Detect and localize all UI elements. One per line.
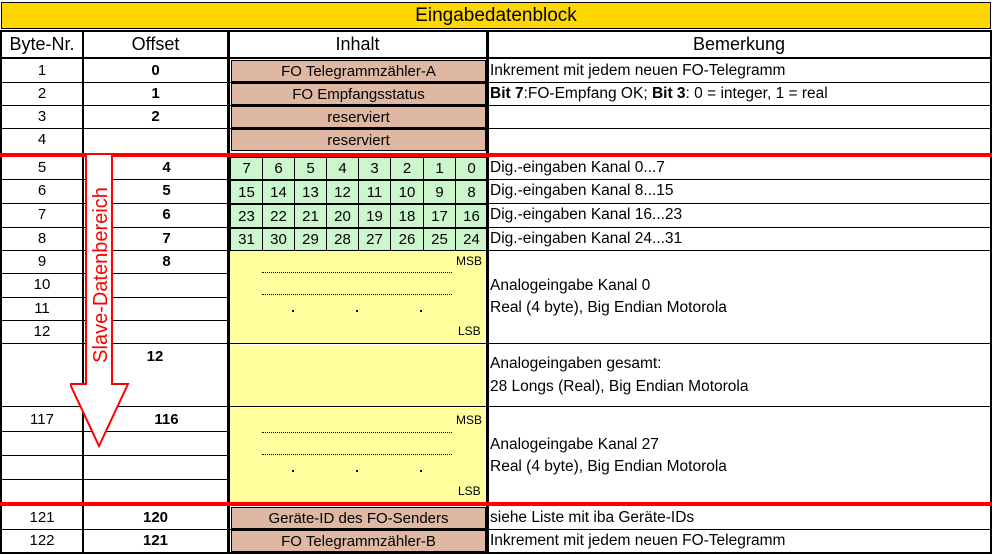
remark-line: Analogeingaben gesamt: — [490, 355, 662, 372]
byte-nr-cell: 5 — [37, 159, 47, 176]
offset-cell: 1 — [151, 85, 160, 102]
bit-cell: 31 — [230, 228, 263, 251]
grid-line — [0, 82, 992, 83]
offset-cell: 4 — [162, 159, 171, 176]
bit-cell: 21 — [294, 204, 327, 228]
bit-cell: 2 — [390, 157, 424, 180]
bit-cell: 10 — [390, 180, 424, 204]
bit-cell: 24 — [455, 228, 488, 251]
dotted-separator — [262, 308, 452, 320]
remark-cell: Dig.-eingaben Kanal 8...15 — [490, 182, 674, 199]
dotted-separator — [262, 272, 452, 273]
bit-cell: 18 — [390, 204, 424, 228]
bit-cell: 4 — [326, 157, 359, 180]
arrow-label: Slave-Datenbereich — [90, 187, 112, 363]
grid-line — [0, 455, 228, 456]
offset-cell: 120 — [142, 509, 169, 526]
grid-line — [0, 105, 992, 106]
bit-cell: 16 — [455, 204, 488, 228]
red-separator-line — [0, 153, 992, 157]
msb-label: MSB — [456, 413, 483, 427]
bit-cell: 23 — [230, 204, 263, 228]
header-bemerkung: Bemerkung — [692, 34, 786, 54]
analog-ch27-area — [230, 408, 486, 502]
digital-bit-grid — [230, 157, 487, 250]
inhalt-device-id: Geräte-ID des FO-Senders — [231, 507, 486, 529]
bit-cell: 20 — [326, 204, 359, 228]
bit-cell: 14 — [262, 180, 295, 204]
bit-cell: 12 — [326, 180, 359, 204]
bit-cell: 1 — [423, 157, 456, 180]
byte-nr-cell: 12 — [33, 323, 51, 340]
byte-nr-cell: 3 — [37, 108, 47, 125]
red-separator-line — [0, 502, 992, 506]
grid-line — [0, 57, 992, 59]
lsb-label: LSB — [458, 324, 481, 338]
bit-cell: 8 — [455, 180, 488, 204]
dotted-separator — [262, 432, 452, 433]
remark-line: Analogeingabe Kanal 0 — [490, 277, 651, 294]
byte-nr-cell: 8 — [37, 230, 47, 247]
offset-cell: 12 — [146, 348, 164, 365]
remark-cell: Dig.-eingaben Kanal 24...31 — [490, 230, 683, 247]
remark-cell: siehe Liste mit iba Geräte-IDs — [490, 509, 695, 526]
bit-cell: 15 — [230, 180, 263, 204]
offset-cell — [83, 129, 228, 151]
grid-line — [0, 529, 992, 530]
remark-cell: Dig.-eingaben Kanal 16...23 — [490, 206, 683, 223]
remark-text: : 0 = integer, 1 = real — [685, 85, 828, 102]
byte-nr-cell: 121 — [29, 509, 55, 526]
grid-line — [487, 203, 992, 204]
bit-cell: 6 — [262, 157, 295, 180]
grid-line — [0, 406, 992, 407]
byte-nr-cell: 7 — [37, 206, 47, 223]
bit-cell: 22 — [262, 204, 295, 228]
remark-line: Analogeingabe Kanal 27 — [490, 436, 659, 453]
byte-nr-cell: 4 — [37, 131, 47, 148]
byte-nr-cell: 122 — [29, 532, 55, 549]
grid-line — [0, 30, 2, 554]
bit-cell: 3 — [358, 157, 391, 180]
bit-cell: 17 — [423, 204, 456, 228]
remark-cell: Inkrement mit jedem neuen FO-Telegramm — [490, 532, 786, 549]
byte-nr-cell: 6 — [37, 182, 47, 199]
byte-nr-cell: 117 — [30, 411, 54, 428]
bit-cell: 11 — [358, 180, 391, 204]
bit7-label: Bit 7 — [490, 85, 524, 102]
grid-line — [0, 128, 992, 129]
inhalt-reserved: reserviert — [231, 106, 486, 128]
table-title: Eingabedatenblock — [1, 2, 991, 29]
bit-cell: 28 — [326, 228, 359, 251]
msb-label: MSB — [456, 254, 483, 268]
bit-cell: 27 — [358, 228, 391, 251]
dotted-separator — [262, 294, 452, 295]
byte-nr-cell: 11 — [34, 300, 50, 317]
byte-nr-cell: 1 — [37, 62, 47, 79]
byte-nr-cell: 2 — [37, 85, 47, 102]
remark-cell: Inkrement mit jedem neuen FO-Telegramm — [490, 62, 786, 79]
grid-line — [227, 30, 230, 554]
offset-cell: 6 — [162, 206, 171, 223]
bit-cell: 7 — [230, 157, 263, 180]
lsb-label: LSB — [458, 484, 481, 498]
dotted-separator — [262, 468, 452, 474]
remark-cell — [490, 83, 990, 105]
offset-cell: 7 — [162, 230, 171, 247]
inhalt-receive-status: FO Empfangsstatus — [231, 83, 486, 105]
bit-cell: 9 — [423, 180, 456, 204]
dotted-separator — [262, 454, 452, 455]
remark-line: 28 Longs (Real), Big Endian Motorola — [490, 378, 749, 395]
bit-cell: 26 — [390, 228, 424, 251]
offset-cell: 116 — [154, 411, 179, 428]
grid-line — [487, 227, 992, 228]
header-offset: Offset — [131, 34, 180, 54]
remark-cell: Dig.-eingaben Kanal 0...7 — [490, 159, 665, 176]
inhalt-telegram-counter-a: FO Telegrammzähler-A — [231, 60, 486, 82]
bit-cell: 5 — [294, 157, 327, 180]
grid-line — [487, 179, 992, 180]
offset-cell: 2 — [151, 108, 160, 125]
bit-cell: 0 — [455, 157, 488, 180]
bit-cell: 13 — [294, 180, 327, 204]
offset-cell: 8 — [162, 253, 171, 270]
grid-line — [0, 343, 992, 344]
grid-line — [0, 30, 992, 32]
slave-data-area-arrow — [70, 150, 130, 450]
analog-ch0-area — [230, 251, 486, 344]
grid-line — [0, 250, 992, 251]
grid-line — [0, 479, 228, 480]
grid-line — [486, 30, 489, 554]
bit3-label: Bit 3 — [651, 85, 686, 102]
remark-line: Real (4 byte), Big Endian Motorola — [490, 299, 727, 316]
remark-text: :FO-Empfang OK; — [523, 85, 652, 102]
header-byte-nr: Byte-Nr. — [9, 34, 75, 54]
bit-cell: 30 — [262, 228, 295, 251]
inhalt-reserved: reserviert — [231, 129, 486, 151]
remark-line: Real (4 byte), Big Endian Motorola — [490, 458, 727, 475]
byte-nr-cell: 10 — [33, 276, 51, 293]
analog-mid-area — [230, 345, 486, 406]
inhalt-telegram-counter-b: FO Telegrammzähler-B — [231, 530, 486, 552]
offset-cell: 121 — [142, 532, 169, 549]
bit-cell: 19 — [358, 204, 391, 228]
offset-cell: 5 — [162, 182, 171, 199]
offset-cell: 0 — [151, 62, 160, 79]
bit-cell: 25 — [423, 228, 456, 251]
bit-cell: 29 — [294, 228, 327, 251]
header-inhalt: Inhalt — [335, 34, 380, 54]
byte-nr-cell: 9 — [37, 253, 47, 270]
